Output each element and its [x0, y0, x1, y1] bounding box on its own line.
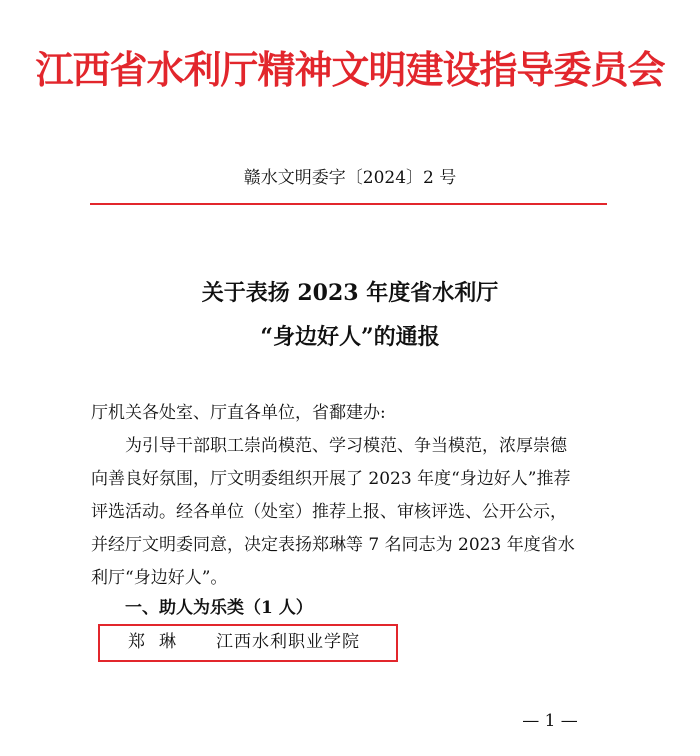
body-line-4: 并经厅文明委同意，决定表扬郑琳等 7 名同志为 2023 年度省水 — [91, 535, 575, 555]
body-line-5: 利厅“身边好人”。 — [91, 568, 228, 588]
salutation: 厅机关各处室、厅直各单位，省鄱建办: — [91, 403, 386, 423]
document-number: 赣水文明委字〔2024〕2 号 — [243, 168, 457, 188]
notice-title-line-1: 关于表扬 2023 年度省水利厅 — [201, 280, 499, 306]
person-name: 郑琳 — [128, 632, 190, 652]
issuing-organization-title: 江西省水利厅精神文明建设指导委员会 — [35, 47, 665, 92]
body-line-2: 向善良好氛围，厅文明委组织开展了 2023 年度“身边好人”推荐 — [91, 469, 571, 489]
body-line-1: 为引导干部职工崇尚模范、学习模范、争当模范，浓厚崇德 — [125, 436, 567, 456]
page-number: — 1 — — [522, 711, 578, 731]
red-separator-line — [90, 203, 607, 205]
body-line-3: 评选活动。经各单位（处室）推荐上报、审核评选、公开公示， — [91, 502, 567, 522]
section-heading: 一、助人为乐类（1 人） — [125, 598, 313, 618]
person-unit: 江西水利职业学院 — [216, 632, 360, 652]
notice-title-line-2: “身边好人”的通报 — [260, 324, 440, 350]
